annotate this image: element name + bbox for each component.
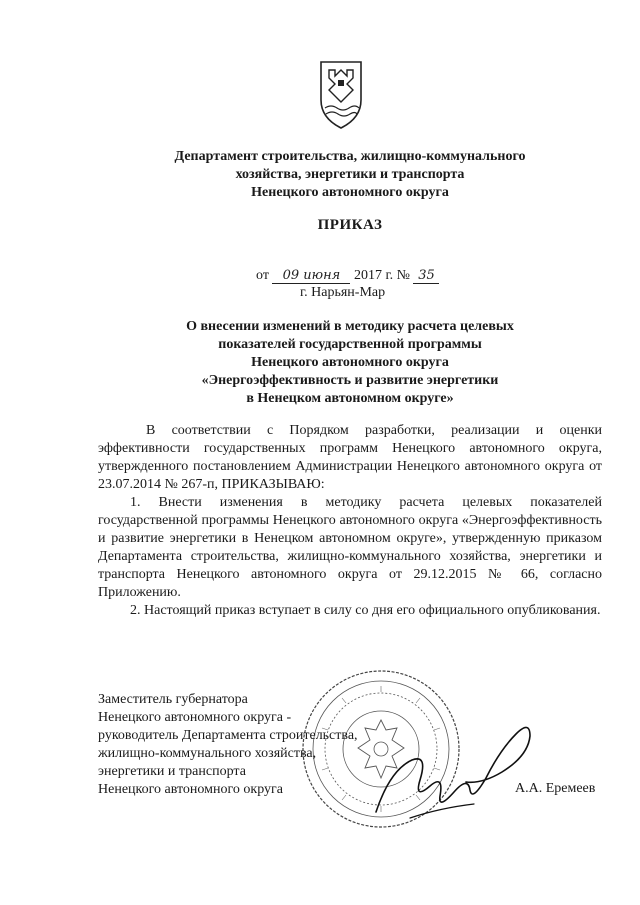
order-item-2: 2. Настоящий приказ вступает в силу со дня его официального опубликования. <box>130 603 601 618</box>
intro-paragraph: В соответствии с Порядком разработки, реализации и оценки эффективности государственных программ Ненецкого автономного округа, утвержденного постановлением Администрации Ненецкого автономного округа от 23.07.2014 № 267-п, ПРИКАЗЫВАЮ: <box>98 423 602 492</box>
year-number-label: 2017 г. № <box>353 268 410 283</box>
position-line: Заместитель губернатора <box>98 692 248 707</box>
handwritten-number: 35 <box>413 268 439 284</box>
department-line: хозяйства, энергетики и транспорта <box>235 167 465 182</box>
city-name: г. Нарьян-Мар <box>300 285 386 300</box>
department-line: Департамент строительства, жилищно-коммунального <box>174 149 526 164</box>
position-line: руководитель Департамента строительства, <box>98 728 358 743</box>
document-type-title: ПРИКАЗ <box>317 217 383 233</box>
signer-position <box>98 691 358 799</box>
handwritten-date: 09 июня <box>272 268 350 284</box>
coat-of-arms-icon <box>317 56 365 132</box>
signer-name: А.А. Еремеев <box>515 781 596 796</box>
order-item-1: 1. Внести изменения в методику расчета целевых показателей государственной программы Ненецкого автономного округа «Энергоэффективность и развитие энергетики в Ненецком автономном округе», утвержденную приказом Департамента строительства, жилищно-коммунального хозяйства, энергетики и транспорта Ненецкого автономного округа от 29.12.2015 № 66, согласно Приложению. <box>98 495 602 600</box>
position-line: жилищно-коммунального хозяйства, <box>98 746 317 761</box>
subject-line: «Энергоэффективность и развитие энергетики <box>201 373 499 388</box>
position-line: Ненецкого автономного округа <box>98 782 283 797</box>
position-line: энергетики и транспорта <box>98 764 246 779</box>
department-name <box>100 148 600 202</box>
subject-line: показателей государственной программы <box>218 337 482 352</box>
date-number-line <box>256 268 439 284</box>
subject-line: в Ненецком автономном округе» <box>246 391 454 406</box>
date-prefix: от <box>256 268 269 283</box>
handwritten-signature-icon <box>370 700 540 830</box>
order-subject <box>100 318 600 408</box>
department-line: Ненецкого автономного округа <box>251 185 449 200</box>
subject-line: О внесении изменений в методику расчета целевых <box>186 319 514 334</box>
subject-line: Ненецкого автономного округа <box>251 355 449 370</box>
position-line: Ненецкого автономного округа - <box>98 710 292 725</box>
order-body <box>98 422 602 620</box>
